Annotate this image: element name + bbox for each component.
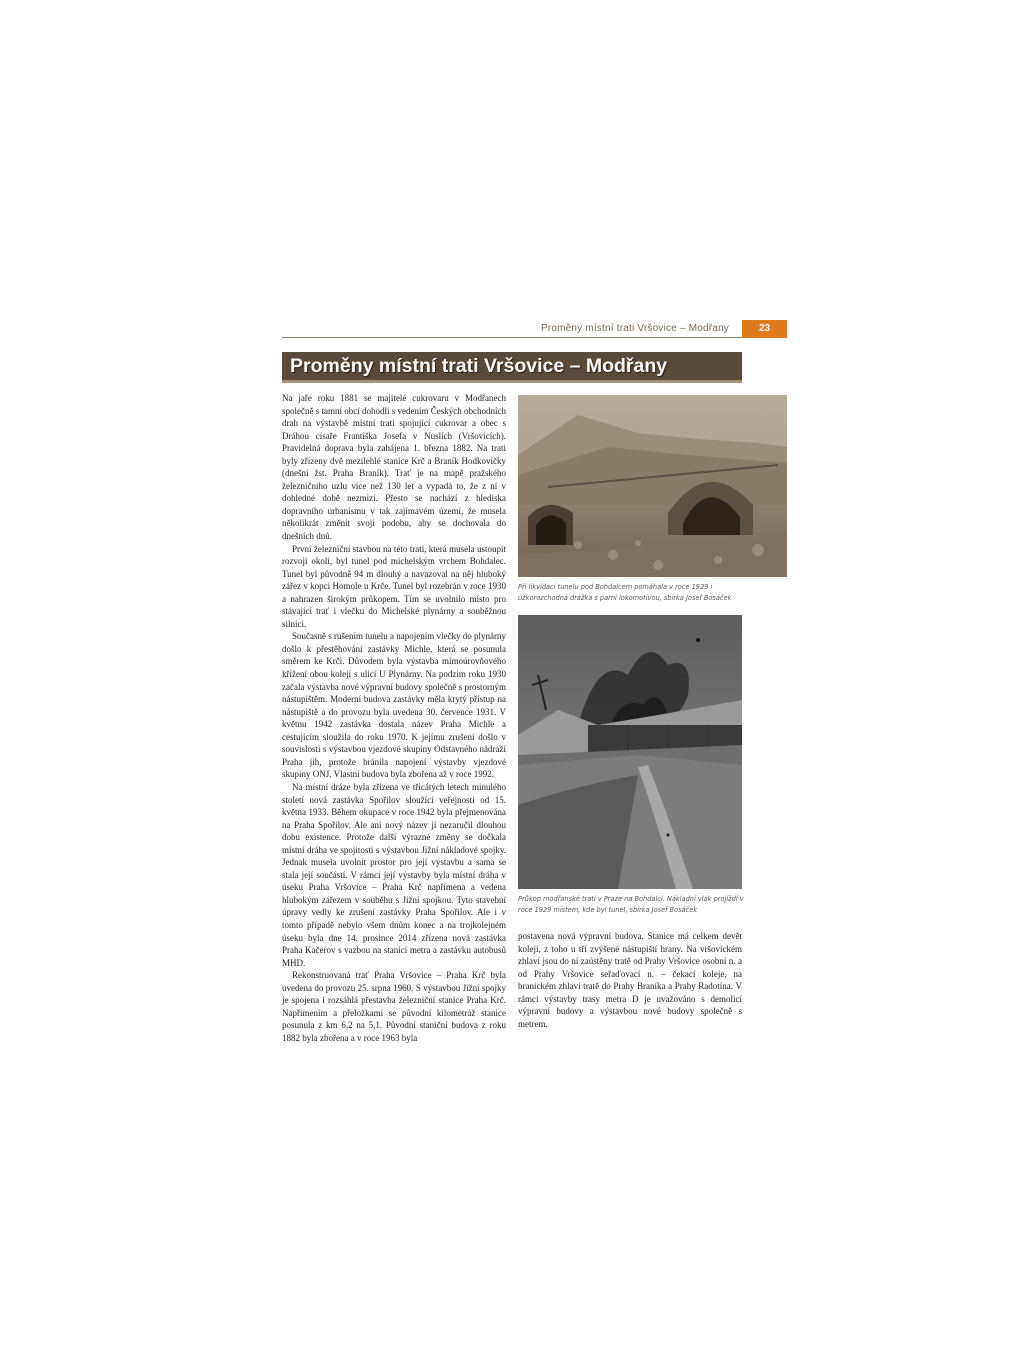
photo-freight-train-cutting xyxy=(518,615,742,889)
figure-caption: Při likvidaci tunelu pod Bohdalcem pomáhala v roce 1929 i úzkorozchodná drážka s parní lokomotivou, sbírka Josef Bosáček xyxy=(518,583,732,602)
running-title: Proměny místní trati Vršovice – Modřany xyxy=(540,323,729,334)
article-title-bar xyxy=(282,352,742,383)
header-rule xyxy=(282,337,742,338)
page-number: 23 xyxy=(742,320,787,338)
paragraph: Na místní dráze byla zřízena ve třicátých letech minulého století nová zastávka Spořilov sloužící veřejnosti od 15. května 1933. Během okupace v roce 1942 byla přejmenována na Praha Spořilov. Ale ani nový název jí nezaručil dlouhou dobu existence. Protože další výrazné změny se dočkala místní dráha ve spojitosti s výstavbou Jižní nákladové spojky. Jednak musela uvolnit prostor pro její výstavbu a sama se stala její součástí. V rámci její výstavby byla místní dráha v úseku Praha Vršovice – Praha Krč napřímena a vedena hlubokým zářezem v souběhu s Jižní spojkou. Tyto stavební úpravy vedly ke zrušení zastávky Praha Spořilov. Ale i v tomto případě nebylo všem dnům konec a na trojkolejném úseku byla dne 14. prosince 2014 zřízena nová zastávka Praha Kačerov s vazbou na stanici metra a zastávku autobusů MHD. xyxy=(282,781,506,968)
paragraph: Současně s rušením tunelu a napojením vlečky do plynárny došlo k přestěhování zastávky Michle, která se posunula směrem ke Krči. Důvodem byla výstavba mimoúrovňového křížení obou kolejí s ulicí U Plynárny. Na podzim roku 1930 začala výstavba nové výpravní budovy společně s prostorným nástupištěm. Moderní budova zastávky měla krytý přístup na nástupiště a do provozu byla uvedena 30. července 1931. V květnu 1942 zastávka dostala název Praha Michle a cestujícím sloužila do roku 1970. K jejímu zrušení došlo v souvislosti s výstavbou vjezdové skupiny Odstavného nádraží Praha jih, protože bránila napojení výstavby vjezdové skupiny ONJ. Vlastní budova byla zbořena až v roce 1992. xyxy=(282,631,506,780)
paragraph: První železniční stavbou na této trati, která musela ustoupit rozvoji okolí, byl tunel pod michelským vrchem Bohdalec. Tunel byl původně 94 m dlouhý a navazoval na něj hluboký zářez v kopci Homole u Krče. Tunel byl rozebrán v roce 1930 a nahrazen širokým průkopem. Tím se uvolnilo místo pro stávající trať i vlečku do Michelské plynárny a souběžnou silnici. xyxy=(282,543,506,629)
running-head xyxy=(282,320,787,338)
paragraph: Rekonstruovaná trať Praha Vršovice – Praha Krč byla uvedena do provozu 25. srpna 1960. S výstavbou Jížní spojky je spojena i rozsáhlá přestavba železniční stanice Praha Krč. Napřímením a přeložkami se původní kilometráž stanice posunula z km 6,2 na 5,1. Původní staniční budova z roku 1882 byla zbořena a v roce 1963 byla xyxy=(282,970,506,1043)
paragraph: Na jaře roku 1881 se majitelé cukrovaru v Modřanech společně s tamní obcí dohodli s vedením Českých obchodních drah na výstavbě místní trati spojující cukrovar a obec s Dráhou císaře Františka Josefa v Nuslích (Vršovicích). Pravidelná doprava byla zahájena 1. března 1882. Na trati byly zřízeny dvě mezilehlé stanice Krč a Braník Hodkovičky (dnešní žst. Praha Braník). Trať je na mapě pražského železničního uzlu více než 130 let a vypadá to, že z ní v dohledné době nezmizí. Přesto se nachází z hlediska dopravního urbanismu v tak zajímavém území, že musela několikrát změnit svoji podobu, aby se dochovala do dnešních dnů. xyxy=(282,393,506,542)
article-title: Proměny místní trati Vršovice – Modřany xyxy=(290,355,668,377)
figure-caption: Průkop modřanské trati v Praze na Bohdalci. Nákladní vlak projíždí v roce 1929 místem, kde byl tunel, sbírka Josef Bosáček xyxy=(518,895,744,914)
left-text-column xyxy=(282,392,506,1044)
right-text-column xyxy=(518,930,742,1030)
photo-tunnel-demolition xyxy=(518,395,787,577)
paragraph: postavena nová výpravní budova. Stanice má celkem devět kolejí, z toho u tří zvýšené nástupiští hrany. Na vršovickém zhlaví jsou do ní zaústěny tratě od Prahy Vršovice osobní n. a od Prahy Vršovice seřaďovací n. – čekací koleje, na branickém zhlaví tratě do Prahy Braníka a Prahy Radotína. V rámci výstavby trasy metra D je uvažováno s demolicí výpravní budovy a výstavbou nové budovy společně s metrem. xyxy=(518,931,742,1029)
